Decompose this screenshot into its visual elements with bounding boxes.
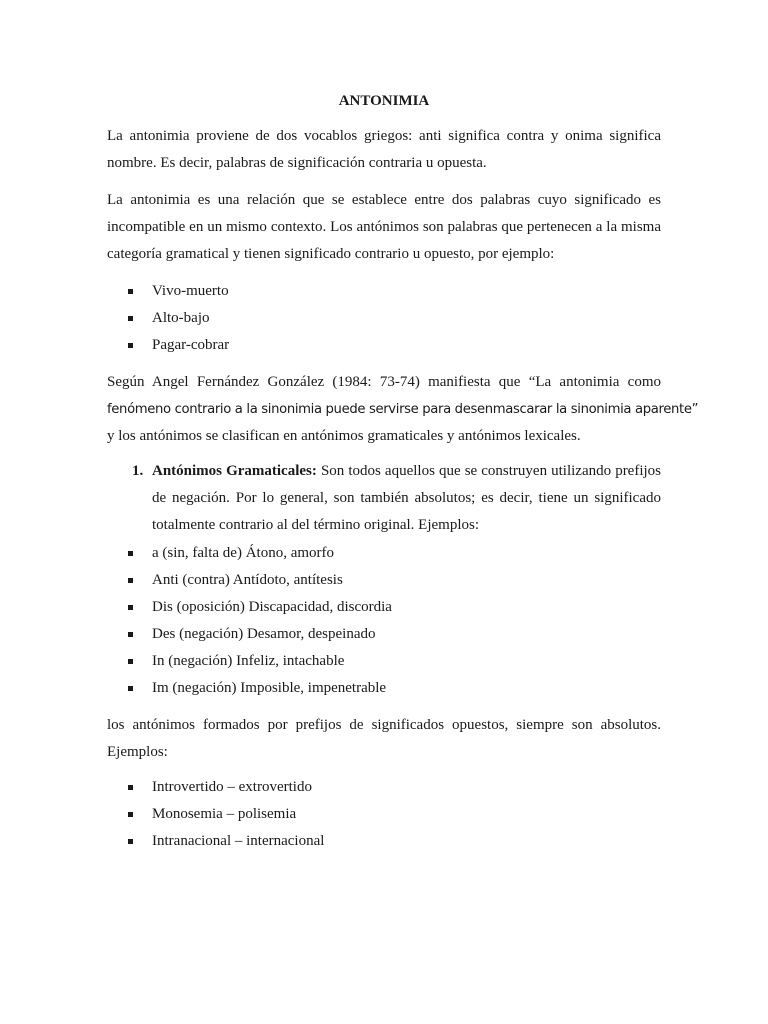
section-text: Son todos aquellos que se construyen utilizando prefijos de negación. Por lo general, son también absolutos; es decir, tiene un significado totalmente contrario al del término original. Ejemplos: bbox=[152, 463, 662, 533]
bullet-square-icon bbox=[128, 578, 133, 583]
bullet-square-icon bbox=[128, 343, 133, 348]
list-item: Anti (contra) Antídoto, antítesis bbox=[107, 567, 661, 594]
prefix-list bbox=[107, 540, 661, 702]
bullet-square-icon bbox=[128, 316, 133, 321]
list-item: Alto-bajo bbox=[107, 305, 661, 332]
bullet-square-icon bbox=[128, 632, 133, 637]
list-item: Intranacional – internacional bbox=[107, 828, 661, 855]
list-item: Pagar-cobrar bbox=[107, 332, 661, 359]
list-item: Introvertido – extrovertido bbox=[107, 774, 661, 801]
quote-paragraph bbox=[107, 369, 699, 450]
list-item: Im (negación) Imposible, impenetrable bbox=[107, 675, 661, 702]
quote-line-3: y los antónimos se clasifican en antónimos gramaticales y antónimos lexicales. bbox=[107, 428, 581, 444]
quote-line-2: fenómeno contrario a la sinonimia puede servirse para desenmascarar la sinonimia aparente” bbox=[107, 402, 699, 417]
bullet-square-icon bbox=[128, 659, 133, 664]
list-item: Des (negación) Desamor, despeinado bbox=[107, 621, 661, 648]
bullet-square-icon bbox=[128, 686, 133, 691]
bullet-square-icon bbox=[128, 605, 133, 610]
intro-paragraph-1: La antonimia proviene de dos vocablos griegos: anti significa contra y onima significa nombre. Es decir, palabras de significación contraria u opuesta. bbox=[107, 128, 661, 171]
quote-line-1: Según Angel Fernández González (1984: 73-74) manifiesta que “La antonimia como bbox=[107, 374, 661, 390]
examples-list-2 bbox=[107, 774, 661, 855]
section-body bbox=[132, 458, 661, 539]
bullet-square-icon bbox=[128, 839, 133, 844]
examples-list-1 bbox=[107, 278, 661, 359]
document-title: ANTONIMIA bbox=[338, 93, 430, 109]
bullet-square-icon bbox=[128, 785, 133, 790]
list-item: Vivo-muerto bbox=[107, 278, 661, 305]
section-gramaticales bbox=[132, 458, 661, 539]
closing-paragraph: los antónimos formados por prefijos de significados opuestos, siempre son absolutos. Ejemplos: bbox=[107, 717, 661, 760]
section-number: 1. bbox=[132, 463, 144, 479]
list-item: In (negación) Infeliz, intachable bbox=[107, 648, 661, 675]
intro-paragraph-2: La antonimia es una relación que se establece entre dos palabras cuyo significado es incompatible en un mismo contexto. Los antónimos son palabras que pertenecen a la misma categoría gramatical y tienen significado contrario u opuesto, por ejemplo: bbox=[107, 192, 661, 262]
bullet-square-icon bbox=[128, 289, 133, 294]
bullet-square-icon bbox=[128, 812, 133, 817]
list-item: Dis (oposición) Discapacidad, discordia bbox=[107, 594, 661, 621]
list-item: a (sin, falta de) Átono, amorfo bbox=[107, 540, 661, 567]
list-item: Monosemia – polisemia bbox=[107, 801, 661, 828]
section-heading: Antónimos Gramaticales: bbox=[152, 463, 317, 479]
bullet-square-icon bbox=[128, 551, 133, 556]
